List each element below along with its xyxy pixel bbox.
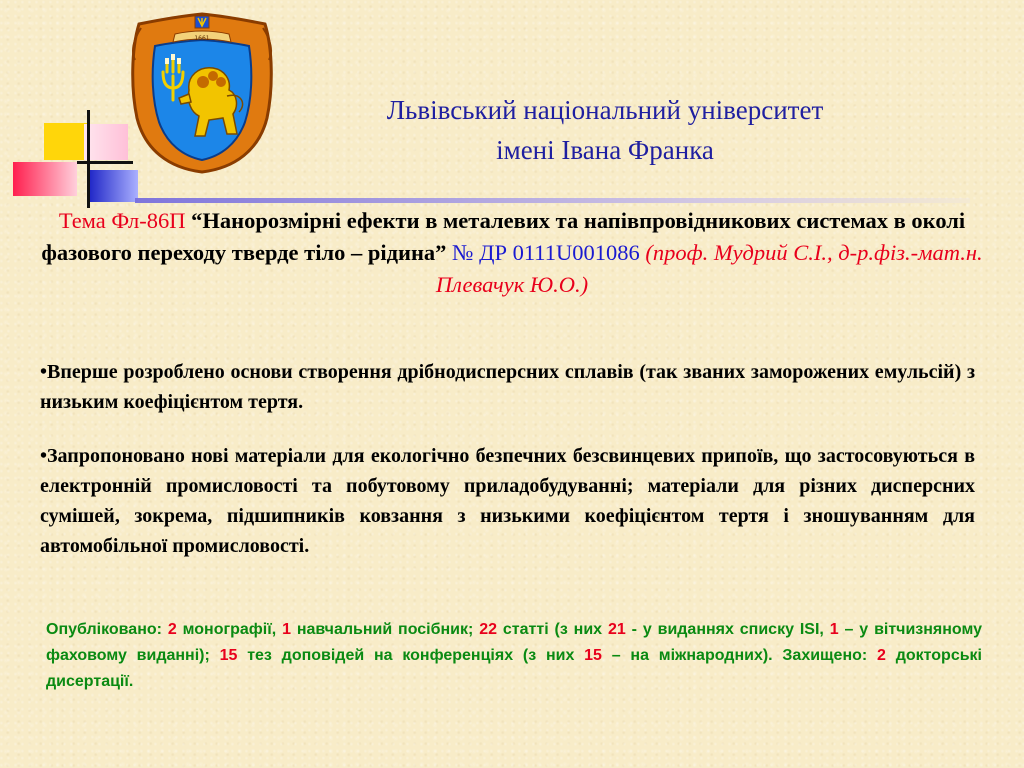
pub-text: - у виданнях списку ISI, <box>625 621 830 638</box>
results-list <box>40 357 975 585</box>
topic-dr-label: № ДР <box>452 240 508 265</box>
university-crest-icon <box>127 10 277 175</box>
pub-count: 15 <box>219 647 238 664</box>
pub-text: навчальний посібник; <box>290 621 480 638</box>
crest-year: 1661 <box>194 35 210 42</box>
decor-blue-square <box>90 170 138 202</box>
decor-red-square <box>13 162 77 196</box>
pub-count: 22 <box>479 621 498 638</box>
publications-summary <box>46 617 982 695</box>
pub-text: докторські дисертації. <box>46 647 983 690</box>
topic-dr-number: 0111U001086 <box>512 240 640 265</box>
pub-count: 1 <box>829 621 839 638</box>
pub-text: – на міжнародних). Захищено: <box>601 647 878 664</box>
decor-yellow-square <box>44 123 87 160</box>
pub-count: 15 <box>584 647 602 664</box>
header-divider <box>135 198 970 203</box>
university-title-line2: імені Івана Франка <box>496 135 714 165</box>
pub-count: 1 <box>282 621 291 638</box>
university-title-line1: Львівський національний університет <box>386 95 824 125</box>
list-item: •Вперше розроблено основи створення дрібнодисперсних сплавів (так званих заморожених емульсій) з низьким коефіцієнтом тертя. <box>40 361 975 413</box>
pub-count: 2 <box>167 621 177 638</box>
topic-code: Тема Фл-86П <box>58 208 186 233</box>
list-item: •Запропоновано нові матеріали для екологічно безпечних безсвинцевих припоїв, що застосовуються в електронній промисловості та побутовому приладобудуванні; матеріали для різних дисперсних сумішей, зокрема, підшипників ковзання з низькими коефіцієнтом тертя і зношуванням для автомобільної промисловості. <box>40 445 975 557</box>
pub-text: статті (з них <box>497 621 608 638</box>
decor-pink-square <box>84 124 128 160</box>
university-title <box>290 90 920 170</box>
pub-count: 21 <box>607 621 626 638</box>
topic-title: “Нанорозмірні ефекти в металевих та напівпровідникових системах в околі фазового переходу тверде тіло – рідина” <box>41 208 966 265</box>
pub-text: – у вітчизняному фаховому виданні); <box>46 621 983 664</box>
decor-vertical-line <box>87 110 90 208</box>
pub-text: тез доповідей на конференціях (з них <box>237 647 585 664</box>
topic-block <box>40 205 984 301</box>
pub-text: Опубліковано: <box>46 621 168 638</box>
topic-authors: (проф. Мудрий С.І., д-р.фіз.-мат.н. Плевачук Ю.О.) <box>435 240 983 297</box>
pub-text: монографії, <box>176 621 283 638</box>
decor-horizontal-line <box>77 161 133 164</box>
pub-count: 2 <box>877 647 886 664</box>
